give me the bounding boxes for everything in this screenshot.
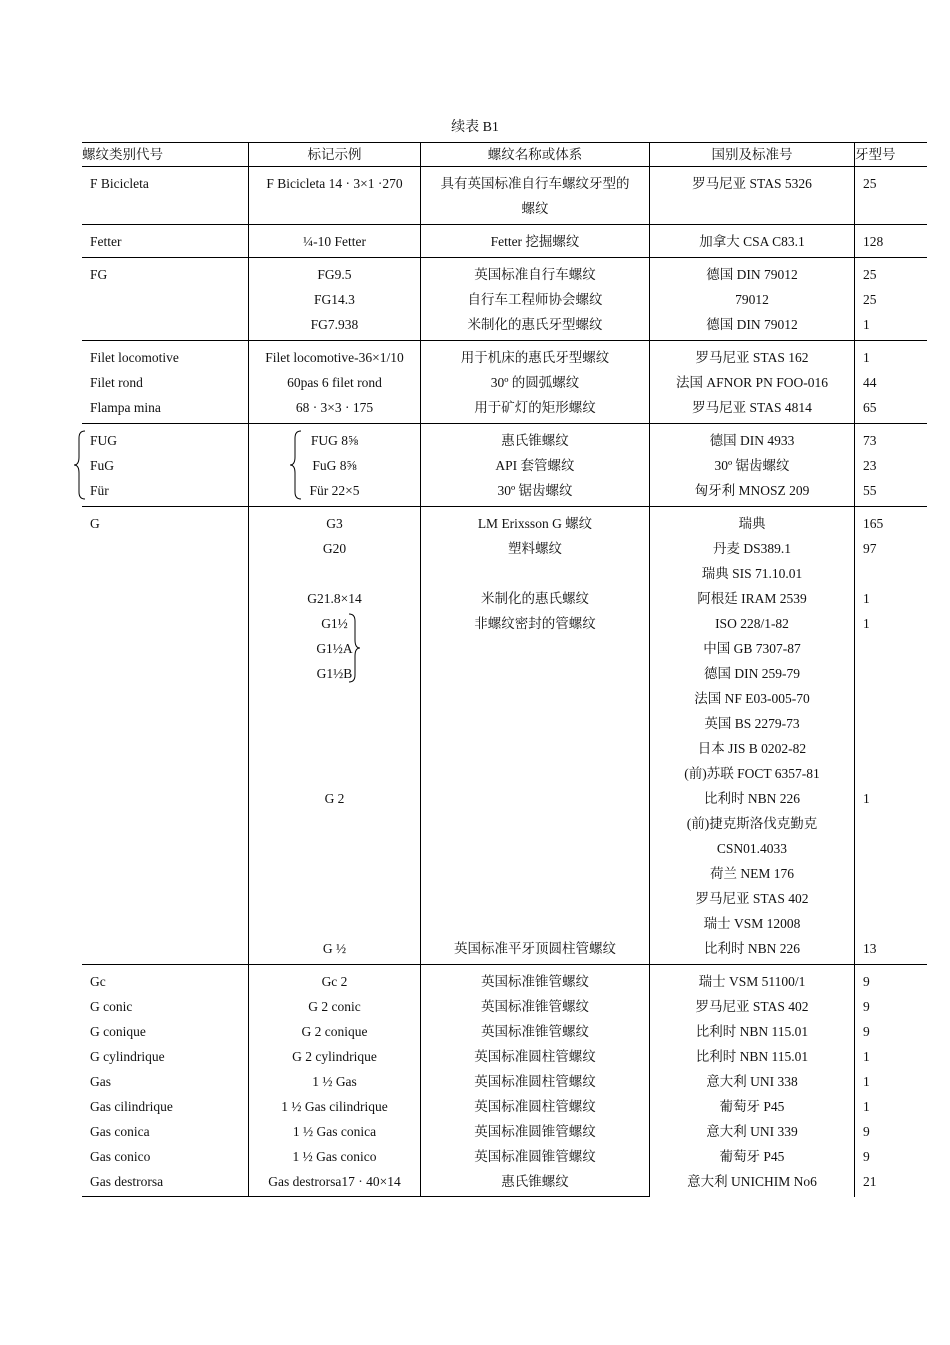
thread-name-cell (420, 258, 649, 340)
cell-line: 葡萄牙 P45 (719, 1149, 785, 1164)
cell-line: F Bicicleta (90, 176, 149, 191)
cell-line: G ½ (322, 941, 347, 956)
profile-number-cell (854, 507, 927, 964)
cell-line (90, 936, 248, 961)
profile-number-cell (854, 341, 927, 423)
thread-code-cell (82, 341, 248, 423)
cell-line (90, 611, 248, 636)
cell-line: 葡萄牙 P45 (719, 1099, 785, 1114)
cell-line: API 套管螺纹 (495, 458, 575, 473)
cell-line: 意大利 UNICHIM No6 (687, 1174, 817, 1189)
table-row-group (82, 167, 927, 225)
cell-line (90, 861, 248, 886)
thread-code-cell (82, 225, 248, 257)
cell-line: Gas (90, 1074, 111, 1089)
cell-line: LM Erixsson G 螺纹 (477, 516, 593, 531)
cell-line: FuG (90, 458, 115, 473)
cell-line (90, 786, 248, 811)
cell-line (421, 786, 649, 811)
cell-line: FG14.3 (314, 292, 355, 307)
cell-line: 9 (863, 974, 870, 989)
cell-line: 25 (863, 176, 877, 191)
cell-line: 瑞士 VSM 12008 (703, 916, 801, 931)
cell-line: 惠氏锥螺纹 (501, 1174, 569, 1189)
cell-line: 比利时 NBN 226 (703, 941, 800, 956)
cell-line: 米制化的惠氏螺纹 (481, 591, 589, 606)
cell-line (421, 911, 649, 936)
cell-line: 9 (863, 1024, 870, 1039)
country-standard-cell (649, 507, 854, 964)
thread-code-cell (82, 507, 248, 964)
cell-line (863, 636, 927, 661)
cell-line (421, 861, 649, 886)
cell-line: 德国 DIN 259-79 (704, 666, 800, 681)
cell-line (249, 196, 420, 221)
cell-line: 加拿大 CSA C83.1 (699, 234, 805, 249)
cell-line: G 2 conique (301, 1024, 368, 1039)
cell-line: G conique (90, 1024, 146, 1039)
cell-line: G1½A (316, 641, 353, 656)
cell-line: Für (90, 483, 109, 498)
cell-line (90, 561, 248, 586)
cell-line: 罗马尼亚 STAS 5326 (692, 176, 812, 191)
cell-line: 瑞典 SIS 71.10.01 (701, 566, 803, 581)
header-marking-example: 标记示例 (248, 143, 420, 166)
cell-line: 螺纹 (521, 201, 549, 216)
cell-line: 英国标准锥管螺纹 (481, 974, 589, 989)
cell-line: 德国 DIN 79012 (706, 317, 798, 332)
profile-number-cell (854, 225, 927, 257)
country-standard-cell (649, 341, 854, 423)
cell-line: G 2 conic (308, 999, 361, 1014)
cell-line: Gc 2 (321, 974, 348, 989)
cell-line: 荷兰 NEM 176 (710, 866, 794, 881)
cell-line (90, 636, 248, 661)
cell-line: Filet locomotive (90, 350, 179, 365)
cell-line (249, 861, 420, 886)
cell-line: F Bicicleta 14 · 3×1 ·270 (266, 176, 403, 191)
cell-line (421, 836, 649, 861)
cell-line: FG9.5 (317, 267, 352, 282)
thread-name-cell (420, 507, 649, 964)
country-standard-cell (649, 965, 854, 1197)
cell-line: 罗马尼亚 STAS 402 (695, 999, 809, 1014)
cell-line: 1 (863, 350, 870, 365)
cell-line: CSN01.4033 (716, 841, 788, 856)
cell-line: G 2 (324, 791, 345, 806)
thread-name-cell (420, 341, 649, 423)
cell-line: FuG 8⅝ (312, 458, 357, 473)
cell-line: 1 ½ Gas conica (292, 1124, 377, 1139)
cell-line (90, 661, 248, 686)
cell-line: 阿根廷 IRAM 2539 (697, 591, 807, 606)
cell-line: 罗马尼亚 STAS 162 (695, 350, 809, 365)
cell-line: 自行车工程师协会螺纹 (467, 292, 603, 307)
cell-line (90, 886, 248, 911)
cell-line: 1 (863, 591, 870, 606)
cell-line: 比利时 NBN 115.01 (695, 1049, 809, 1064)
cell-line: 23 (863, 458, 877, 473)
cell-line: 30º 锯齿螺纹 (714, 458, 790, 473)
cell-line: 英国标准圆柱管螺纹 (474, 1099, 596, 1114)
cell-line (90, 911, 248, 936)
cell-line: FG7.938 (310, 317, 359, 332)
cell-line: G3 (326, 516, 343, 531)
cell-line (863, 911, 927, 936)
cell-line (249, 711, 420, 736)
cell-line: 73 (863, 433, 877, 448)
cell-line: 165 (863, 516, 884, 531)
cell-line: ISO 228/1-82 (715, 616, 789, 631)
cell-line: 英国标准自行车螺纹 (474, 267, 596, 282)
marking-example-cell (248, 167, 420, 224)
cell-line: 罗马尼亚 STAS 402 (695, 891, 809, 906)
cell-line: Fetter 挖掘螺纹 (490, 234, 580, 249)
cell-line (421, 636, 649, 661)
profile-number-cell (854, 424, 927, 506)
thread-code-cell (82, 965, 248, 1197)
marking-example-cell (248, 341, 420, 423)
cell-line (90, 836, 248, 861)
cell-line: 1 (863, 791, 870, 806)
thread-code-cell (82, 424, 248, 506)
cell-line: G (90, 516, 100, 531)
header-profile-number: 牙型号 (854, 143, 927, 166)
cell-line: 128 (863, 234, 884, 249)
cell-line: Für 22×5 (309, 483, 360, 498)
thread-name-cell (420, 167, 649, 224)
cell-line: 法国 NF E03-005-70 (694, 691, 810, 706)
cell-line: Gas destrorsa17 · 40×14 (268, 1174, 401, 1189)
cell-line (90, 287, 248, 312)
cell-line: 瑞典 (738, 516, 766, 531)
cell-line: 用于矿灯的矩形螺纹 (474, 400, 596, 415)
cell-line: 9 (863, 1149, 870, 1164)
cell-line: FG (90, 267, 108, 282)
cell-line: G20 (322, 541, 347, 556)
cell-line: 英国标准圆柱管螺纹 (474, 1049, 596, 1064)
cell-line: 意大利 UNI 339 (706, 1124, 798, 1139)
cell-line: G 2 cylindrique (292, 1049, 377, 1064)
cell-line: 比利时 NBN 115.01 (695, 1024, 809, 1039)
header-thread-code: 螺纹类别代号 (82, 147, 163, 162)
cell-line: 中国 GB 7307-87 (703, 641, 801, 656)
cell-line: 65 (863, 400, 877, 415)
thread-name-cell (420, 424, 649, 506)
cell-line: 68 · 3×3 · 175 (295, 400, 374, 415)
cell-line (249, 911, 420, 936)
left-brace-icon (290, 430, 302, 500)
cell-line: 25 (863, 267, 877, 282)
country-standard-cell (649, 167, 854, 224)
cell-line: 25 (863, 292, 877, 307)
cell-line (421, 561, 649, 586)
cell-line: 9 (863, 999, 870, 1014)
table-row-group (82, 965, 927, 1197)
cell-line (90, 761, 248, 786)
cell-line: Gc (90, 974, 106, 989)
cell-line: (前)苏联 FOCT 6357-81 (684, 766, 820, 781)
cell-line: 1 ½ Gas conico (292, 1149, 377, 1164)
header-thread-name: 螺纹名称或体系 (420, 143, 649, 166)
cell-line (863, 711, 927, 736)
table-bottom-rule (82, 1196, 649, 1197)
cell-line (90, 196, 248, 221)
cell-line (863, 196, 927, 221)
cell-line: 瑞士 VSM 51100/1 (698, 974, 806, 989)
cell-line: 罗马尼亚 STAS 4814 (692, 400, 812, 415)
cell-line (90, 536, 248, 561)
cell-line: 60pas 6 filet rond (287, 375, 382, 390)
table-row-group (82, 424, 927, 507)
cell-line: 比利时 NBN 226 (703, 791, 800, 806)
cell-line: 丹麦 DS389.1 (712, 541, 791, 556)
country-standard-cell (649, 258, 854, 340)
cell-line (421, 736, 649, 761)
cell-line: G1½ (321, 616, 348, 631)
cell-line: Filet locomotive-36×1/10 (265, 350, 404, 365)
cell-line: 55 (863, 483, 877, 498)
cell-line: 英国标准锥管螺纹 (481, 1024, 589, 1039)
table-row-group (82, 507, 927, 965)
country-standard-cell (649, 225, 854, 257)
cell-line: FUG (90, 433, 118, 448)
cell-line: 塑料螺纹 (508, 541, 562, 556)
cell-line: 英国标准平牙顶圆柱管螺纹 (454, 941, 616, 956)
cell-line: 44 (863, 375, 877, 390)
cell-line (249, 686, 420, 711)
table-row-group (82, 258, 927, 341)
cell-line: (前)捷克斯洛伐克勤克 (686, 816, 818, 831)
cell-line (863, 861, 927, 886)
thread-code-table (82, 142, 927, 1197)
cell-line (863, 761, 927, 786)
cell-line: 英国标准圆锥管螺纹 (474, 1149, 596, 1164)
cell-line (90, 686, 248, 711)
cell-line (863, 661, 927, 686)
marking-example-cell (248, 424, 420, 506)
cell-line: 意大利 UNI 338 (706, 1074, 798, 1089)
cell-line (421, 661, 649, 686)
cell-line: ¼-10 Fetter (303, 234, 366, 249)
cell-line: G conic (90, 999, 133, 1014)
cell-line (421, 686, 649, 711)
table-body (82, 167, 927, 1197)
cell-line: 1 ½ Gas cilindrique (281, 1099, 388, 1114)
cell-line: 具有英国标准自行车螺纹牙型的 (440, 176, 630, 191)
cell-line (249, 736, 420, 761)
cell-line: Flampa mina (90, 400, 161, 415)
cell-line: 英国 BS 2279-73 (704, 716, 800, 731)
table-row-group (82, 225, 927, 258)
cell-line: 9 (863, 1124, 870, 1139)
profile-number-cell (854, 167, 927, 224)
cell-line (249, 761, 420, 786)
cell-line: 用于机床的惠氏牙型螺纹 (460, 350, 610, 365)
cell-line: 13 (863, 941, 877, 956)
cell-line: 非螺纹密封的管螺纹 (474, 616, 596, 631)
left-brace-icon (74, 430, 86, 500)
cell-line: 米制化的惠氏牙型螺纹 (467, 317, 603, 332)
marking-example-cell (248, 507, 420, 964)
thread-code-cell (82, 167, 248, 224)
cell-line (421, 811, 649, 836)
cell-line (249, 886, 420, 911)
cell-line: 匈牙利 MNOSZ 209 (694, 483, 810, 498)
cell-line (863, 811, 927, 836)
cell-line: 法国 AFNOR PN FOO-016 (676, 375, 828, 390)
cell-line: 1 ½ Gas (312, 1074, 357, 1089)
cell-line (249, 561, 420, 586)
table-row-group (82, 341, 927, 424)
cell-line: Gas conico (90, 1149, 151, 1164)
cell-line: Gas cilindrique (90, 1099, 173, 1114)
profile-number-cell (854, 258, 927, 340)
cell-line (650, 196, 854, 221)
cell-line: 惠氏锥螺纹 (501, 433, 569, 448)
cell-line (863, 886, 927, 911)
cell-line: Gas destrorsa (90, 1174, 164, 1189)
table-header-row (82, 142, 927, 167)
cell-line: G cylindrique (90, 1049, 165, 1064)
cell-line (863, 686, 927, 711)
cell-line: 21 (863, 1174, 877, 1189)
country-standard-cell (649, 424, 854, 506)
thread-name-cell (420, 225, 649, 257)
thread-name-cell (420, 965, 649, 1197)
marking-example-cell (248, 258, 420, 340)
thread-code-cell (82, 258, 248, 340)
cell-line: 1 (863, 616, 870, 631)
cell-line: 日本 JIS B 0202-82 (697, 741, 807, 756)
cell-line (421, 761, 649, 786)
cell-line (90, 736, 248, 761)
table-caption: 续表 B1 (451, 120, 499, 135)
cell-line: 79012 (735, 292, 769, 307)
cell-line: 97 (863, 541, 877, 556)
cell-line (863, 561, 927, 586)
cell-line (249, 811, 420, 836)
right-brace-icon (348, 613, 360, 683)
cell-line: Filet rond (90, 375, 143, 390)
cell-line (90, 312, 248, 337)
cell-line: 1 (863, 1099, 870, 1114)
cell-line (90, 711, 248, 736)
marking-example-cell (248, 225, 420, 257)
cell-line: 英国标准圆柱管螺纹 (474, 1074, 596, 1089)
cell-line: 1 (863, 1049, 870, 1064)
cell-line: G1½B (316, 666, 353, 681)
header-country-standard: 国别及标准号 (649, 143, 854, 166)
cell-line: 英国标准锥管螺纹 (481, 999, 589, 1014)
cell-line: G21.8×14 (307, 591, 362, 606)
cell-line: 1 (863, 1074, 870, 1089)
cell-line: 德国 DIN 4933 (709, 433, 795, 448)
cell-line: Gas conica (90, 1124, 150, 1139)
cell-line: 1 (863, 317, 870, 332)
cell-line: 德国 DIN 79012 (706, 267, 798, 282)
cell-line (421, 886, 649, 911)
cell-line: FUG 8⅝ (310, 433, 359, 448)
cell-line: 30º 锯齿螺纹 (497, 483, 573, 498)
profile-number-cell (854, 965, 927, 1197)
cell-line (421, 711, 649, 736)
cell-line: 30º 的圆弧螺纹 (490, 375, 580, 390)
cell-line (90, 586, 248, 611)
cell-line: 英国标准圆锥管螺纹 (474, 1124, 596, 1139)
cell-line (249, 836, 420, 861)
cell-line (863, 836, 927, 861)
cell-line: Fetter (90, 234, 122, 249)
cell-line (90, 811, 248, 836)
marking-example-cell (248, 965, 420, 1197)
cell-line (863, 736, 927, 761)
